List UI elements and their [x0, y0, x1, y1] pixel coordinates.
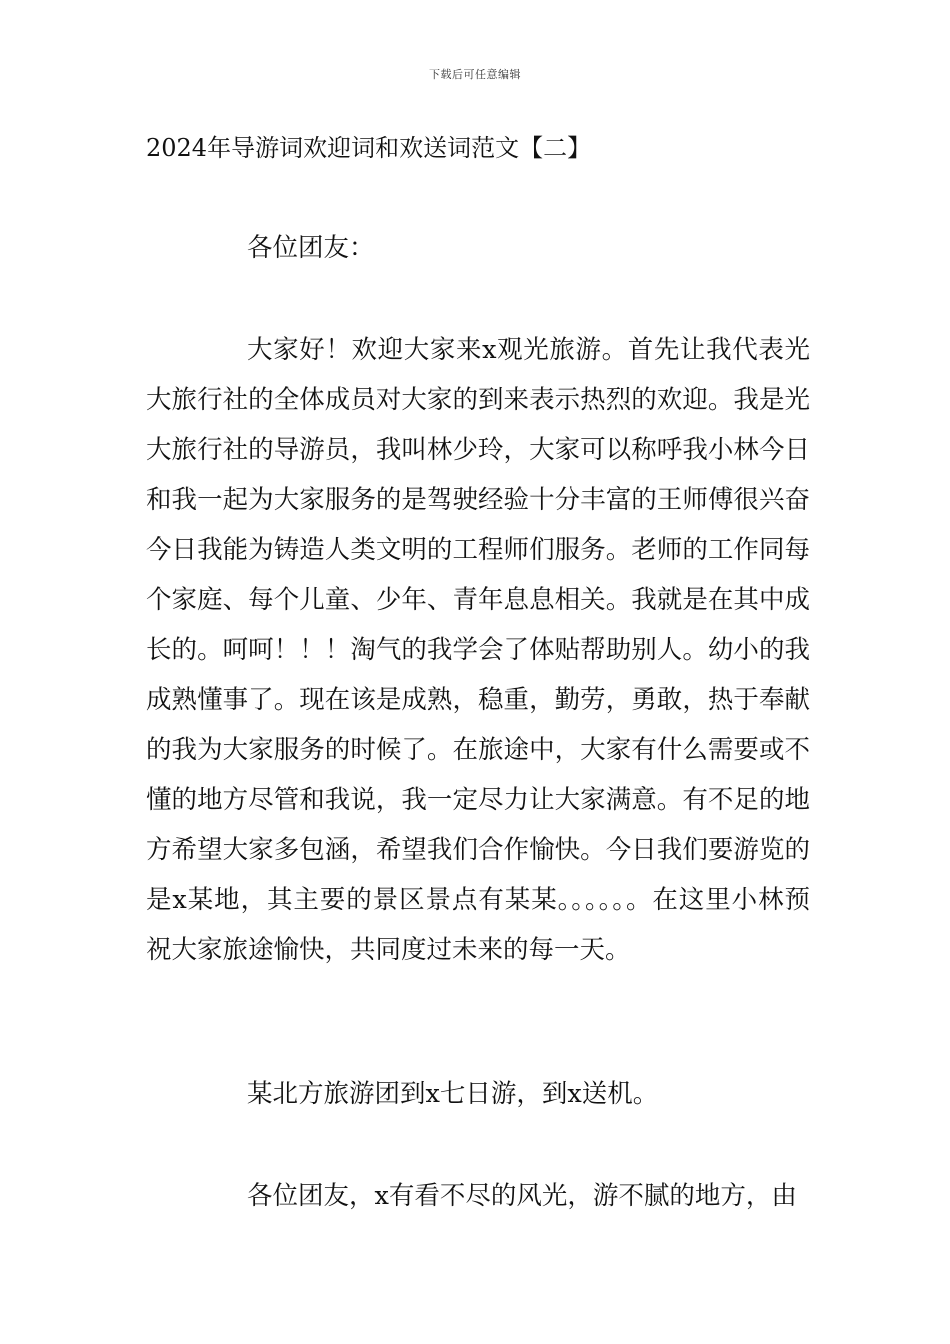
- document-title: 2024年导游词欢迎词和欢送词范文【二】: [146, 134, 592, 162]
- page-header-note: 下载后可任意编辑: [429, 68, 521, 81]
- paragraph-welcome-speech: 大家好！欢迎大家来x观光旅游。首先让我代表光大旅行社的全体成员对大家的到来表示热烈的欢迎。我是光大旅行社的导游员，我叫林少玲，大家可以称呼我小林今日和我一起为大家服务的是驾驶经验十分丰富的王师傅很兴奋今日我能为铸造人类文明的工程师们服务。老师的工作同每个家庭、每个儿童、少年、青年息息相关。我就是在其中成长的。呵呵！！！淘气的我学会了体贴帮助别人。幼小的我成熟懂事了。现在该是成熟，稳重，勤劳，勇敢，热于奉献的我为大家服务的时候了。在旅途中，大家有什么需要或不懂的地方尽管和我说，我一定尽力让大家满意。有不足的地方希望大家多包涵，希望我们合作愉快。今日我们要游览的是x某地，其主要的景区景点有某某。。。。。。在这里小林预祝大家旅途愉快，共同度过未来的每一天。: [146, 335, 810, 965]
- paragraph-greeting: 各位团友：: [247, 233, 375, 263]
- paragraph-farewell-start: 各位团友，x有看不尽的风光，游不腻的地方，由: [247, 1181, 797, 1211]
- paragraph-tour-note: 某北方旅游团到x七日游，到x送机。: [247, 1079, 659, 1109]
